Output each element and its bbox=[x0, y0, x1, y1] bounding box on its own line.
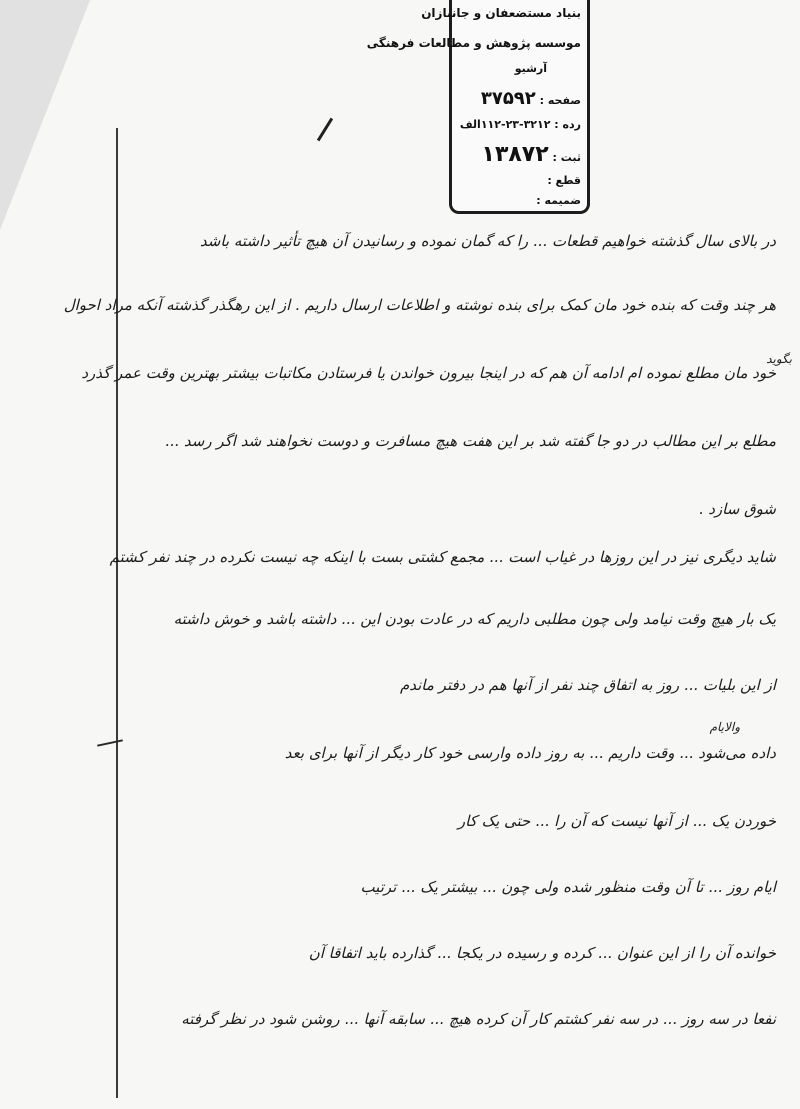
margin-tick-mark bbox=[97, 739, 123, 746]
stamp-reg-value: ۱۳۸۷۲ bbox=[481, 142, 549, 167]
handwritten-line: خود مان مطلع نموده ام ادامه آن هم که در اینجا بیرون خواندن یا فرستادن مکاتبات بیشتر بهترین وقت عمر گذرد bbox=[81, 364, 776, 382]
handwritten-line: شوق سازد . bbox=[698, 500, 776, 518]
stamp-row-label: رده : bbox=[554, 118, 581, 131]
stamp-size-label: قطع : bbox=[547, 174, 581, 187]
handwritten-line: از این بلیات ... روز به اتفاق چند نفر از آنها هم در دفتر ماندم bbox=[399, 676, 776, 694]
stamp-page-value: ۳۷۵۹۲ bbox=[480, 88, 536, 109]
handwritten-line: در بالای سال گذشته خواهیم قطعات ... را که گمان نموده و رسانیدن آن هیچ تأثیر داشته باشد bbox=[199, 232, 776, 250]
handwritten-line: نفعا در سه روز ... در سه نفر کشتم کار آن کرده هیچ ... سابقه آنها ... روشن شود در نظر گرفته bbox=[181, 1010, 776, 1028]
stamp-institute: موسسه پژوهش و مطالعات فرهنگی bbox=[366, 36, 581, 50]
margin-annotation-top: بگوید bbox=[766, 352, 792, 366]
stamp-attach-label: ضمیمه : bbox=[536, 194, 581, 207]
handwritten-line: داده می‌شود ... وقت داریم ... به روز داده وارسی خود کار دیگر از آنها برای بعد bbox=[284, 744, 776, 762]
handwritten-line: شاید دیگری نیز در این روزها در غیاب است ... مجمع کشتی بست با اینکه چه نیست نکرده در چند نفر کشتم bbox=[109, 548, 776, 566]
stamp-page-row bbox=[481, 88, 581, 109]
handwritten-line: مطلع بر این مطالب در دو جا گفته شد بر این هفت هیچ مسافرت و دوست نخواهند شد اگر رسد ... bbox=[164, 432, 776, 450]
stamp-archive: آرشیو bbox=[514, 62, 547, 75]
handwritten-line: خوردن یک ... از آنها نیست که آن را ... حتی یک کار bbox=[457, 812, 776, 830]
stamp-row-value: ۳۲۱۲-۲۳-۱۱۲الف bbox=[459, 118, 551, 131]
handwritten-line: هر چند وقت که بنده خود مان کمک برای بنده نوشته و اطلاعات ارسال داریم . از این رهگذر گذشته آنکه مراد احوال bbox=[63, 296, 776, 314]
page-number-mark bbox=[317, 118, 333, 142]
folded-corner bbox=[0, 0, 90, 230]
stamp-page-label: صفحه : bbox=[539, 94, 581, 107]
stamp-reg-row bbox=[482, 142, 581, 167]
handwritten-line: خوانده آن را از این عنوان ... کرده و رسیده در یکجا ... گذارده باید اتفاقا آن bbox=[308, 944, 776, 962]
stamp-reg-label: ثبت : bbox=[552, 151, 581, 164]
handwritten-line: یک بار هیچ وقت نیامد ولی چون مطلبی داریم که در عادت بودن این ... داشته باشد و خوش داشته bbox=[173, 610, 776, 628]
archive-stamp bbox=[366, 0, 590, 214]
margin-annotation-mid: والایام bbox=[709, 720, 740, 734]
stamp-org: بنیاد مستضعفان و جانبازان bbox=[421, 6, 581, 20]
handwritten-line: ایام روز ... تا آن وقت منظور شده ولی چون ... بیشتر یک ... ترتیب bbox=[360, 878, 776, 896]
margin-line bbox=[116, 128, 118, 1098]
stamp-row-row bbox=[460, 118, 581, 131]
